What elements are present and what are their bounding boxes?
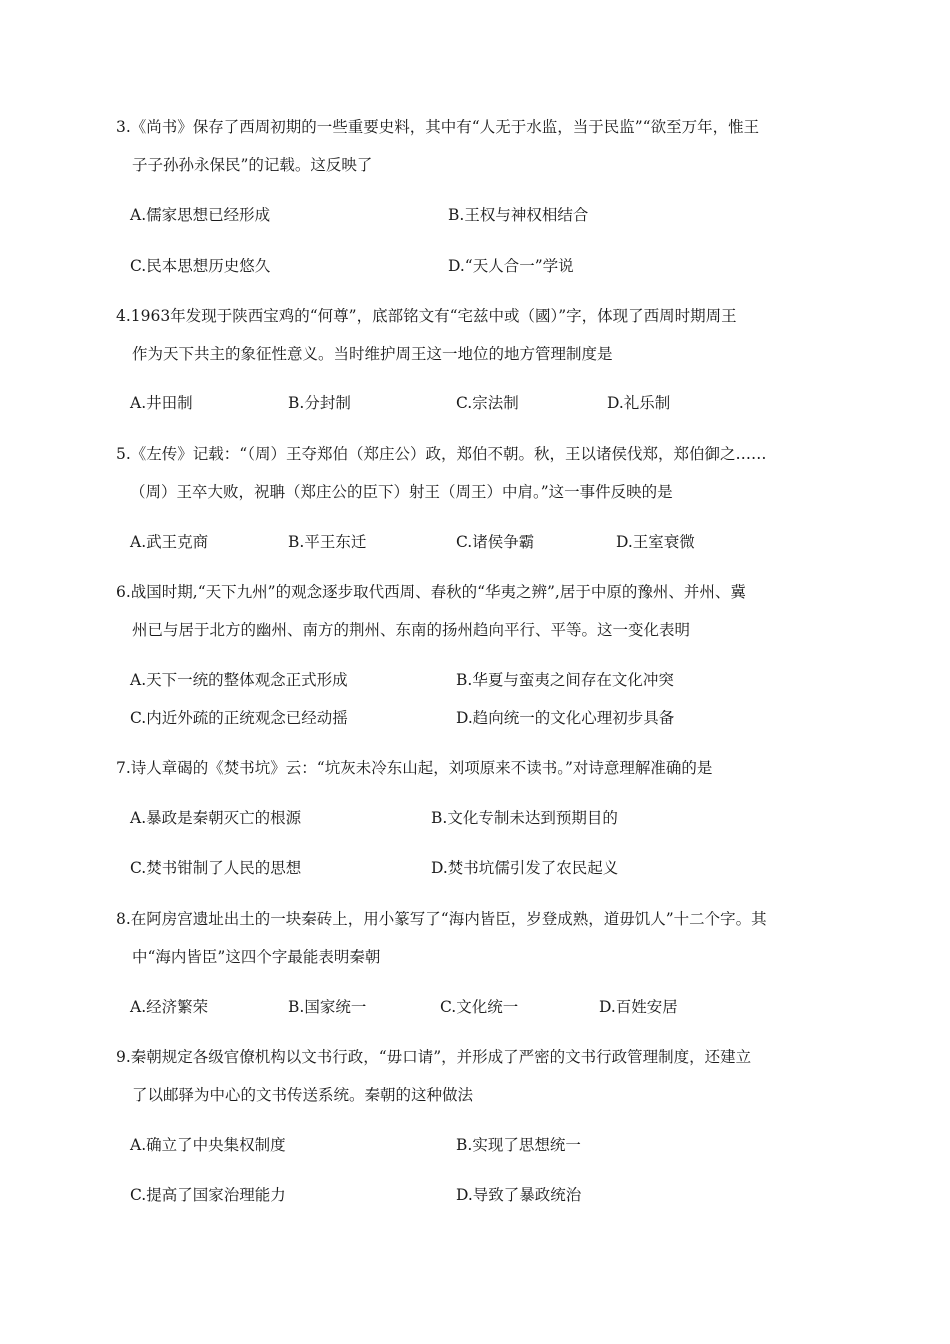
option-b[interactable]: B.王权与神权相结合 [448, 206, 589, 224]
option-c[interactable]: C.文化统一 [440, 998, 519, 1016]
question-4 [116, 297, 840, 373]
option-d[interactable]: D.“天人合一”学说 [448, 257, 574, 275]
question-8 [116, 900, 840, 976]
stem-line: 9.秦朝规定各级官僚机构以文书行政，“毋口请”，并形成了严密的文书行政管理制度，还建立 [116, 1048, 752, 1066]
question-stem [116, 749, 840, 787]
stem-line: 4.1963年发现于陕西宝鸡的“何尊”，底部铭文有“宅兹中或（國）”字，体现了西周时期周王 [116, 307, 737, 325]
option-a[interactable]: A.儒家思想已经形成 [130, 206, 271, 224]
option-d[interactable]: D.王室衰微 [616, 533, 695, 551]
stem-line: 3.《尚书》保存了西周初期的一些重要史料，其中有“人无于水监，当于民监”“欲至万年，惟王 [116, 118, 760, 136]
stem-line: 中“海内皆臣”这四个字最能表明秦朝 [132, 948, 381, 966]
option-a[interactable]: A.武王克商 [130, 533, 209, 551]
stem-line: 8.在阿房宫遗址出土的一块秦砖上，用小篆写了“海内皆臣，岁登成熟，道毋饥人”十二个字。其 [116, 910, 767, 928]
option-d[interactable]: D.趋向统一的文化心理初步具备 [456, 709, 675, 727]
option-c[interactable]: C.提高了国家治理能力 [130, 1186, 286, 1204]
option-a[interactable]: A.经济繁荣 [130, 998, 209, 1016]
question-6 [116, 573, 840, 649]
option-a[interactable]: A.暴政是秦朝灭亡的根源 [130, 809, 302, 827]
question-stem [116, 573, 840, 649]
option-a[interactable]: A.天下一统的整体观念正式形成 [130, 671, 348, 689]
stem-line: 了以邮驿为中心的文书传送系统。秦朝的这种做法 [132, 1086, 474, 1104]
question-stem [116, 108, 840, 184]
option-b[interactable]: B.分封制 [288, 394, 351, 412]
option-b[interactable]: B.华夏与蛮夷之间存在文化冲突 [456, 671, 674, 689]
option-c[interactable]: C.民本思想历史悠久 [130, 257, 271, 275]
option-c[interactable]: C.内近外疏的正统观念已经动摇 [130, 709, 348, 727]
stem-line: 5.《左传》记载：“（周）王夺郑伯（郑庄公）政，郑伯不朝。秋，王以诸侯伐郑，郑伯御之…… [116, 445, 767, 463]
option-a[interactable]: A.确立了中央集权制度 [130, 1136, 286, 1154]
question-3 [116, 108, 840, 184]
option-c[interactable]: C.焚书钳制了人民的思想 [130, 859, 302, 877]
question-stem [116, 900, 840, 976]
option-c[interactable]: C.宗法制 [456, 394, 519, 412]
stem-line: （周）王卒大败，祝聃（郑庄公的臣下）射王（周王）中肩。”这一事件反映的是 [130, 483, 673, 501]
option-d[interactable]: D.礼乐制 [607, 394, 671, 412]
option-b[interactable]: B.文化专制未达到预期目的 [431, 809, 618, 827]
option-b[interactable]: B.国家统一 [288, 998, 367, 1016]
question-stem [116, 435, 840, 511]
option-a[interactable]: A.井田制 [130, 394, 193, 412]
question-7 [116, 749, 840, 787]
stem-line: 7.诗人章碣的《焚书坑》云：“坑灰未冷东山起，刘项原来不读书。”对诗意理解准确的是 [116, 759, 713, 777]
option-d[interactable]: D.导致了暴政统治 [456, 1186, 582, 1204]
stem-line: 州已与居于北方的幽州、南方的荆州、东南的扬州趋向平行、平等。这一变化表明 [132, 621, 691, 639]
question-9 [116, 1038, 840, 1114]
stem-line: 子子孙孙永保民”的记载。这反映了 [132, 156, 373, 174]
option-c[interactable]: C.诸侯争霸 [456, 533, 535, 551]
option-b[interactable]: B.实现了思想统一 [456, 1136, 581, 1154]
option-d[interactable]: D.百姓安居 [599, 998, 678, 1016]
question-stem [116, 297, 840, 373]
stem-line: 6.战国时期,“天下九州”的观念逐步取代西周、春秋的“华夷之辨”,居于中原的豫州、并州、冀 [116, 583, 746, 601]
question-stem [116, 1038, 840, 1114]
option-b[interactable]: B.平王东迁 [288, 533, 367, 551]
question-5 [116, 435, 840, 511]
stem-line: 作为天下共主的象征性意义。当时维护周王这一地位的地方管理制度是 [132, 345, 613, 363]
option-d[interactable]: D.焚书坑儒引发了农民起义 [431, 859, 619, 877]
